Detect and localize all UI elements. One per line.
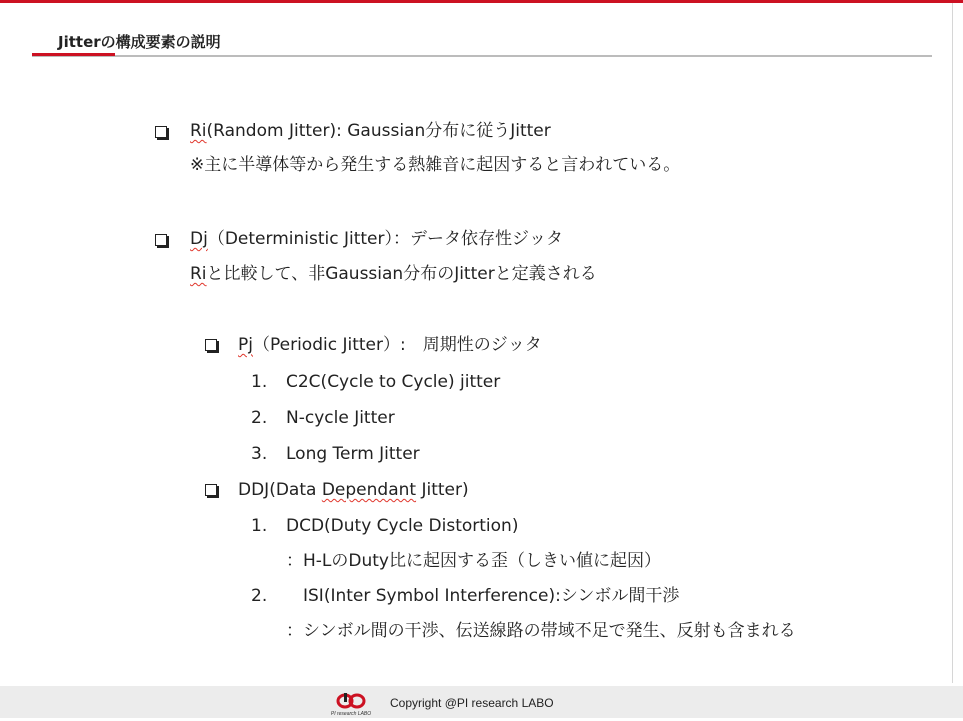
dj-label: Dj [190, 229, 208, 249]
list-number: 2. [251, 408, 268, 428]
dj-note-text: と比較して、非Gaussian分布のJitterと定義される [206, 264, 597, 284]
ri-item [190, 121, 551, 141]
pi-research-logo-icon [330, 691, 372, 717]
list-number: 2. [251, 586, 268, 606]
pj-label: Pj [238, 335, 253, 355]
checkbox-bullet-icon [205, 484, 217, 496]
ri-label: Ri [190, 121, 207, 141]
list-number: 1. [251, 516, 268, 536]
list-item-note: ：H-LのDuty比に起因する歪（しきい値に起因） [286, 551, 661, 571]
list-item-note: ：シンボル間の干渉、伝送線路の帯域不足で発生、反射も含まれる [286, 621, 796, 641]
dj-note-ri: Ri [190, 264, 207, 284]
slide-edge [952, 3, 953, 683]
pj-item [238, 335, 542, 355]
title-underline-accent [32, 53, 115, 56]
copyright-text: Copyright @PI research LABO [390, 696, 554, 710]
top-accent-bar [0, 0, 963, 3]
ri-text: (Random Jitter): Gaussian分布に従うJitter [206, 121, 551, 141]
checkbox-bullet-icon [205, 339, 217, 351]
dj-text: （Deterministic Jitter）：データ依存性ジッタ [207, 229, 563, 249]
list-item: N-cycle Jitter [286, 408, 395, 428]
list-item: ISI(Inter Symbol Interference):シンボル間干渉 [303, 586, 680, 606]
title-underline [32, 55, 932, 57]
checkbox-bullet-icon [155, 126, 167, 138]
ddj-item [238, 480, 469, 500]
pj-text: （Periodic Jitter）: 周期性のジッタ [252, 335, 542, 355]
list-number: 3. [251, 444, 268, 464]
list-item: C2C(Cycle to Cycle) jitter [286, 372, 501, 392]
list-item: DCD(Duty Cycle Distortion) [286, 516, 519, 536]
ddj-pre: DDJ(Data [238, 480, 322, 500]
dj-note [190, 264, 597, 284]
list-number: 1. [251, 372, 268, 392]
dj-item [190, 229, 563, 249]
checkbox-bullet-icon [155, 234, 167, 246]
logo-text: PI research LABO [330, 711, 372, 717]
list-item: Long Term Jitter [286, 444, 420, 464]
ddj-dependant: Dependant [321, 480, 417, 500]
page-title: Jitterの構成要素の説明 [58, 33, 221, 51]
ri-note: ※主に半導体等から発生する熱雑音に起因すると言われている。 [190, 155, 681, 175]
ddj-post: Jitter) [416, 480, 469, 500]
